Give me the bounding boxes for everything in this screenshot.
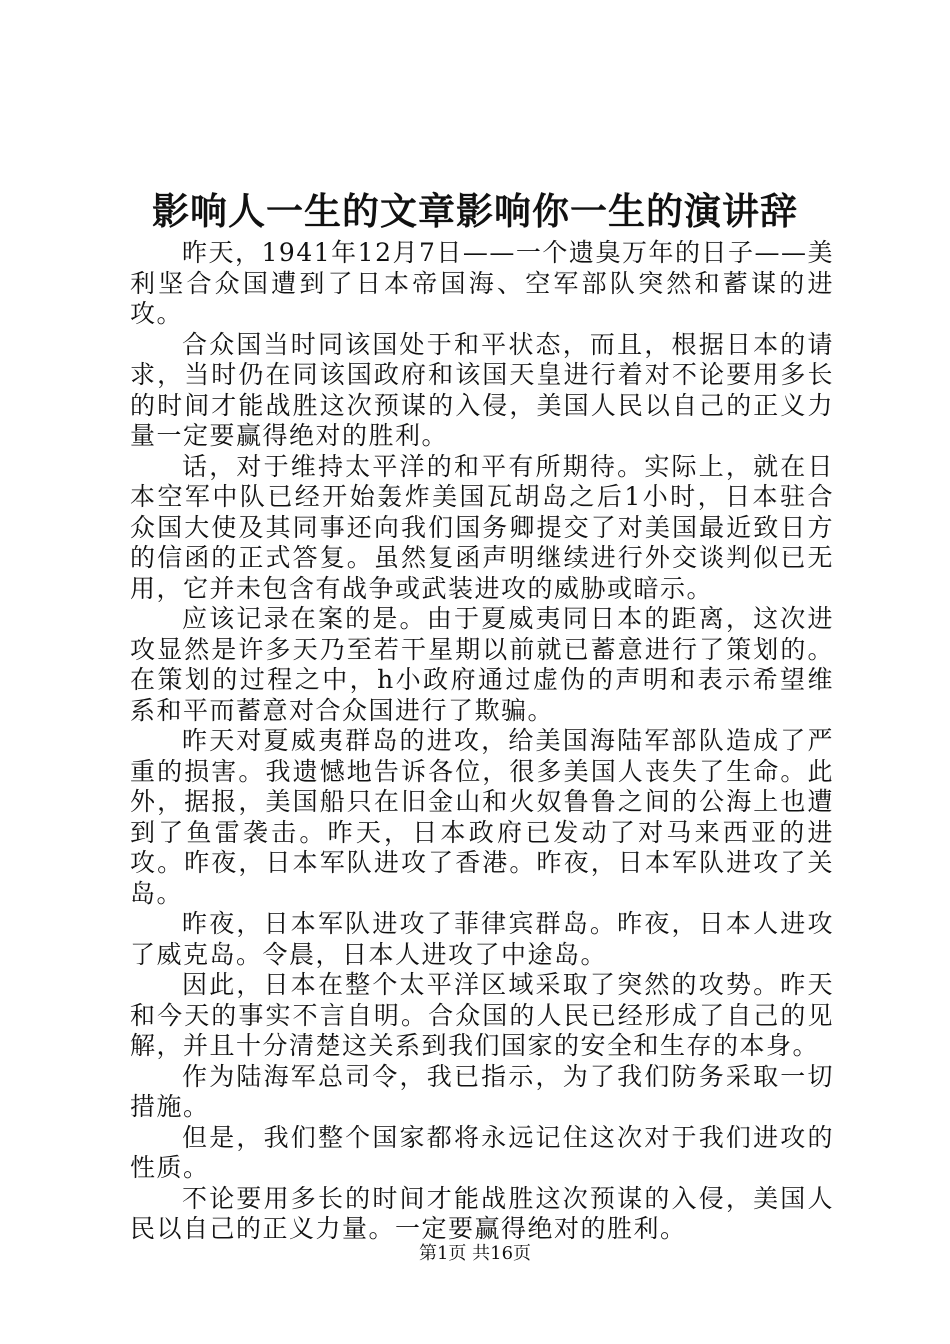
paragraph-9: 但是，我们整个国家都将永远记住这次对于我们进攻的性质。 xyxy=(130,1122,834,1182)
paragraph-10: 不论要用多长的时间才能战胜这次预谋的入侵，美国人民以自己的正义力量。一定要赢得绝对的胜利。 xyxy=(130,1183,834,1243)
paragraph-5: 昨天对夏威夷群岛的进攻，给美国海陆军部队造成了严重的损害。我遗憾地告诉各位，很多美国人丧失了生命。此外，据报，美国船只在旧金山和火奴鲁鲁之间的公海上也遭到了鱼雷袭击。昨天，日本政府已发动了对马来西亚的进攻。昨夜，日本军队进攻了香港。昨夜，日本军队进攻了关岛。 xyxy=(130,726,834,908)
document-title: 影响人一生的文章影响你一生的演讲辞 xyxy=(152,189,798,233)
paragraph-7: 因此，日本在整个太平洋区域采取了突然的攻势。昨天和今天的事实不言自明。合众国的人民已经形成了自己的见解，并且十分清楚这关系到我们国家的安全和生存的本身。 xyxy=(130,970,834,1060)
paragraph-6: 昨夜，日本军队进攻了菲律宾群岛。昨夜，日本人进攻了威克岛。令晨，日本人进攻了中途岛。 xyxy=(130,909,834,969)
paragraph-4: 应该记录在案的是。由于夏威夷同日本的距离，这次进攻显然是许多天乃至若干星期以前就已蓄意进行了策划的。在策划的过程之中，h小政府通过虚伪的声明和表示希望维系和平而蓄意对合众国进行了欺骗。 xyxy=(130,604,834,725)
document-body xyxy=(130,238,834,1245)
paragraph-8: 作为陆海军总司令，我已指示，为了我们防务采取一切措施。 xyxy=(130,1061,834,1121)
paragraph-1: 昨天，1941年12月7日——一个遗臭万年的日子——美利坚合众国遭到了日本帝国海、空军部队突然和蓄谋的进攻。 xyxy=(130,238,834,328)
page-footer: 第1页 共16页 xyxy=(418,1243,532,1264)
paragraph-3: 话，对于维持太平洋的和平有所期待。实际上，就在日本空军中队已经开始轰炸美国瓦胡岛之后1小时，日本驻合众国大使及其同事还向我们国务卿提交了对美国最近致日方的信函的正式答复。虽然复函声明继续进行外交谈判似已无用，它并未包含有战争或武装进攻的威胁或暗示。 xyxy=(130,451,834,603)
paragraph-2: 合众国当时同该国处于和平状态，而且，根据日本的请求，当时仍在同该国政府和该国天皇进行着对不论要用多长的时间才能战胜这次预谋的入侵，美国人民以自己的正义力量一定要赢得绝对的胜利。 xyxy=(130,329,834,450)
